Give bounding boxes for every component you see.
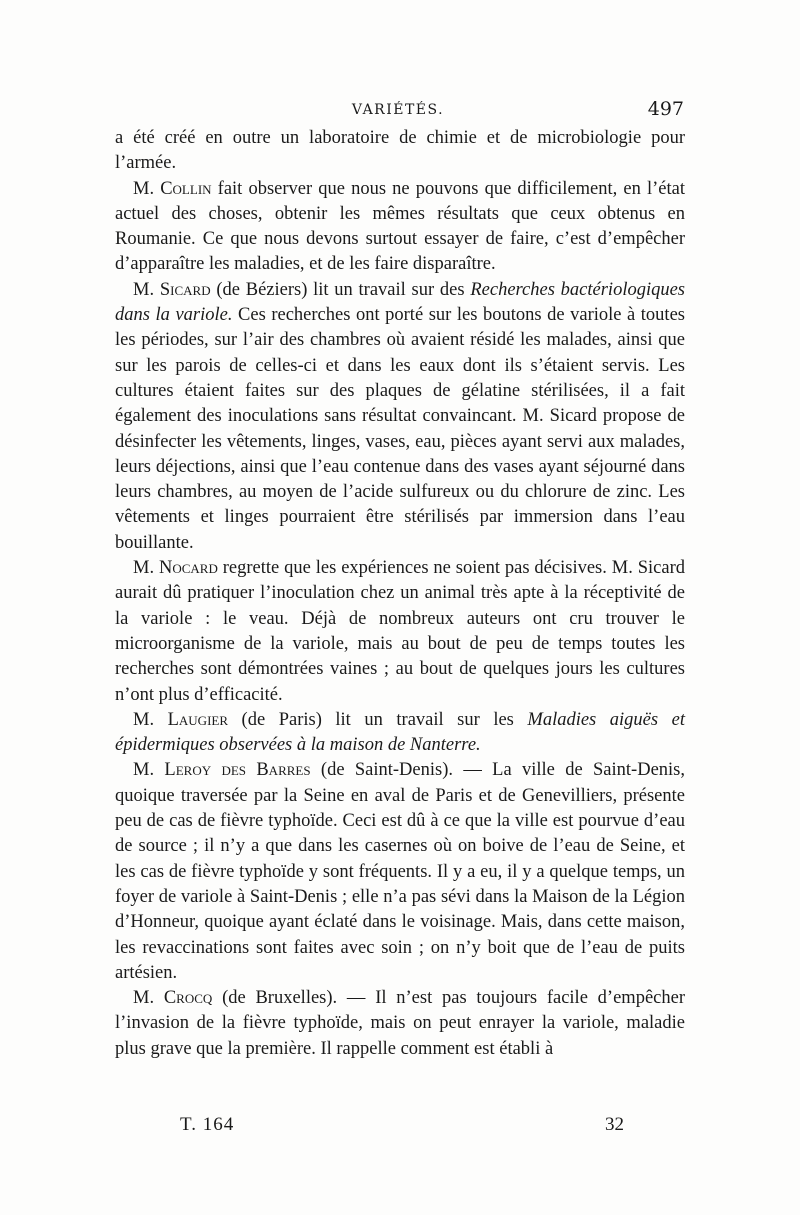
speaker-name: Crocq — [163, 988, 213, 1009]
paragraph-collin — [115, 177, 685, 278]
speaker-name: Leroy des Barres — [164, 760, 311, 781]
paragraph-sicard — [115, 278, 685, 556]
paragraph-text: regrette que les expériences ne soient pas décisives. M. Sicard aurait dû pratiquer l’inoculation chez un animal très apte à la réceptivité de la variole : le veau. Déjà de nombreux auteurs ont cru trouver le microorganisme de la variole, mais au bout de peu de temps toutes les recherches sont démontrées vaines ; au bout de quelques jours les cultures n’ont plus d’efficacité. — [115, 558, 686, 705]
page-number: 497 — [647, 98, 684, 120]
paragraph-text: Ces recherches ont porté sur les boutons de variole à toutes les périodes, sur l’air des chambres où avaient résidé les malades, ainsi que sur les parois de celles-ci et dans les eaux dont ils s’étaient servis. Les cultures étaient faites sur des plaques de gélatine stérilisées, il a fait également des inoculations sans résultat convaincant. M. Sicard propose de désinfecter les vêtements, linges, vases, eau, pièces ayant servi aux malades, leurs déjections, ainsi que l’eau contenue dans des vases ayant séjourné dans leurs chambres, au moyen de l’acide sulfureux ou du chlorure de zinc. Les vêtements et linges pourraient être stérilisés par immersion dans l’eau bouillante. — [115, 305, 685, 553]
paragraph-crocq — [115, 986, 685, 1062]
body-text — [115, 126, 685, 1062]
speaker-prefix: M. — [133, 279, 160, 300]
speaker-prefix: M. — [133, 558, 159, 579]
running-head — [112, 98, 684, 124]
speaker-name: Collin — [160, 178, 212, 199]
running-title: VARIÉTÉS. — [351, 102, 445, 118]
paragraph-text: a été créé en outre un laboratoire de chimie et de microbiologie pour l’armée. — [115, 128, 685, 174]
speaker-prefix: M. — [133, 178, 161, 199]
work-title: Recherches bactériologiques dans la variole. — [115, 279, 686, 326]
work-title: Maladies aiguës et épidermiques observées à la maison de Nanterre. — [115, 709, 685, 756]
page-footer — [180, 1114, 624, 1140]
paragraph-laugier — [115, 708, 685, 759]
speaker-name: Sicard — [159, 279, 211, 300]
paragraph-text: (de Saint-Denis). — La ville de Saint-Denis, quoique traversée par la Seine en aval de Paris et de Genevilliers, présente peu de cas de fièvre typhoïde. Ceci est dû à ce que la ville est pourvue d’eau de source ; il n’y a que dans les casernes où on boive de l’eau de Seine, et les cas de fièvre typhoïde y sont fréquents. Il y a eu, il y a quelque temps, un foyer de variole à Saint-Denis ; elle n’a pas sévi dans la Maison de la Légion d’Honneur, quoique ayant éclaté dans le voisinage. Mais, dans cette maison, les revaccinations sont faites avec soin ; on n’y boit que de l’eau de puits artésien. — [115, 760, 685, 983]
paragraph-text: fait observer que nous ne pouvons que difficilement, en l’état actuel des choses, obtenir les mêmes résultats que ceux obtenus en Roumanie. Ce que nous devons surtout essayer de faire, c’est d’empêcher d’apparaître les maladies, et de les faire disparaître. — [115, 178, 685, 275]
signature-mark: T. 164 — [180, 1114, 235, 1135]
speaker-name: Laugier — [167, 709, 229, 730]
speaker-prefix: M. — [133, 988, 164, 1009]
paragraph-text: (de Paris) lit un travail sur les — [228, 709, 528, 730]
paragraph-text: (de Bruxelles). — Il n’est pas toujours facile d’empêcher l’invasion de la fièvre typhoïde, mais on peut enrayer la variole, maladie plus grave que la première. Il rappelle comment est établi à — [115, 988, 685, 1059]
paragraph-text: (de Béziers) lit un travail sur des — [210, 279, 471, 300]
speaker-prefix: M. — [133, 709, 168, 730]
paragraph-nocard — [115, 556, 685, 708]
paragraph-continuation — [115, 126, 685, 177]
speaker-name: Nocard — [158, 558, 218, 579]
paragraph-leroy-des-barres — [115, 758, 685, 986]
sheet-number: 32 — [605, 1114, 624, 1135]
speaker-prefix: M. — [133, 760, 165, 781]
